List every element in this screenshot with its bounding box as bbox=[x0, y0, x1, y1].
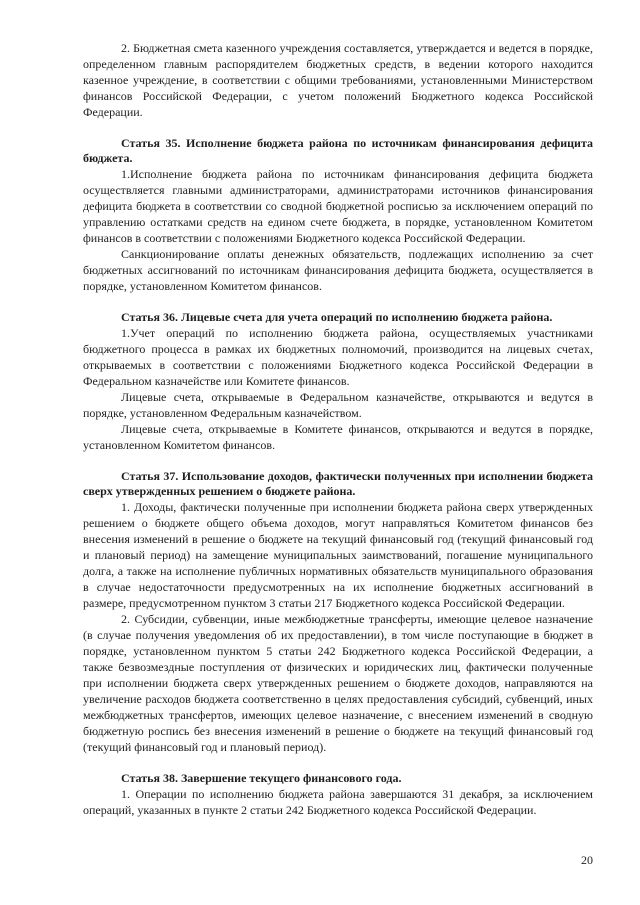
paragraph: 1. Доходы, фактически полученные при исполнении бюджета района сверх утвержденных решением о бюджете общего объема доходов, могут направляться Комитетом финансов без внесения изменений в решение о бюджете на текущий финансовый год (текущий финансовый год и плановый период) на замещение муниципальных заимствований, погашение муниципального долга, а также на исполнение публичных нормативных обязательств муниципального образования в случае недостаточности предусмотренных на их исполнение бюджетных ассигнований в размере, предусмотренном пунктом 3 статьи 217 Бюджетного кодекса Российской Федерации. bbox=[83, 500, 593, 610]
article-heading: Статья 38. Завершение текущего финансового года. bbox=[121, 771, 402, 785]
paragraph: Лицевые счета, открываемые в Федеральном казначействе, открываются и ведутся в порядке, установленном Федеральным казначейством. bbox=[83, 390, 593, 420]
paragraph: Санкционирование оплаты денежных обязательств, подлежащих исполнению за счет бюджетных ассигнований по источникам финансирования дефицита бюджета, осуществляется в порядке, установленном Комитетом финансов. bbox=[83, 247, 593, 293]
paragraph: 1.Исполнение бюджета района по источникам финансирования дефицита бюджета осуществляется главными администраторами, администраторами источников финансирования дефицита бюджета в соответствии со сводной бюджетной росписью за исключением операций по управлению остатками средств на едином счете бюджета, в порядке, установленном Комитетом финансов в соответствии с положениями Бюджетного кодекса Российской Федерации. bbox=[83, 167, 593, 245]
page-number: 20 bbox=[581, 853, 593, 867]
section-spacer bbox=[83, 120, 593, 136]
section-spacer bbox=[83, 453, 593, 469]
section-spacer bbox=[83, 755, 593, 771]
article-heading: Статья 36. Лицевые счета для учета операций по исполнению бюджета района. bbox=[121, 310, 553, 324]
paragraph: Лицевые счета, открываемые в Комитете финансов, открываются и ведутся в порядке, установленном Комитетом финансов. bbox=[83, 422, 593, 452]
article-heading: Статья 37. Использование доходов, фактически полученных при исполнении бюджета сверх утвержденных решением о бюджете района. bbox=[83, 469, 593, 498]
paragraph: 1. Операции по исполнению бюджета района завершаются 31 декабря, за исключением операций, указанных в пункте 2 статьи 242 Бюджетного кодекса Российской Федерации. bbox=[83, 787, 593, 817]
document-body bbox=[83, 40, 593, 818]
paragraph: 2. Бюджетная смета казенного учреждения составляется, утверждается и ведется в порядке, определенном главным распорядителем бюджетных средств, в ведении которого находится казенное учреждение, в соответствии с общими требованиями, установленными Министерством финансов Российской Федерации, с учетом положений Бюджетного кодекса Российской Федерации. bbox=[83, 41, 593, 119]
section-spacer bbox=[83, 294, 593, 310]
article-heading: Статья 35. Исполнение бюджета района по источникам финансирования дефицита бюджета. bbox=[83, 136, 593, 165]
paragraph: 2. Субсидии, субвенции, иные межбюджетные трансферты, имеющие целевое назначение (в случае получения уведомления об их предоставлении), в том числе поступающие в бюджет в порядке, установленном пунктом 5 статьи 242 Бюджетного кодекса Российской Федерации, а также безвозмездные поступления от физических и юридических лиц, фактически полученные при исполнении бюджета сверх утвержденных решением о бюджете доходов, направляются на увеличение расходов бюджета соответственно в целях предоставления субсидий, субвенций, иных межбюджетных трансфертов, имеющих целевое назначение, с внесением изменений в сводную бюджетную роспись без внесения изменений в решение о бюджете на текущий финансовый год (текущий финансовый год и плановый период). bbox=[83, 612, 593, 754]
paragraph: 1.Учет операций по исполнению бюджета района, осуществляемых участниками бюджетного процесса в рамках их бюджетных полномочий, производится на лицевых счетах, открываемых в соответствии с положениями Бюджетного кодекса Российской Федерации в Федеральном казначействе или Комитете финансов. bbox=[83, 326, 593, 388]
